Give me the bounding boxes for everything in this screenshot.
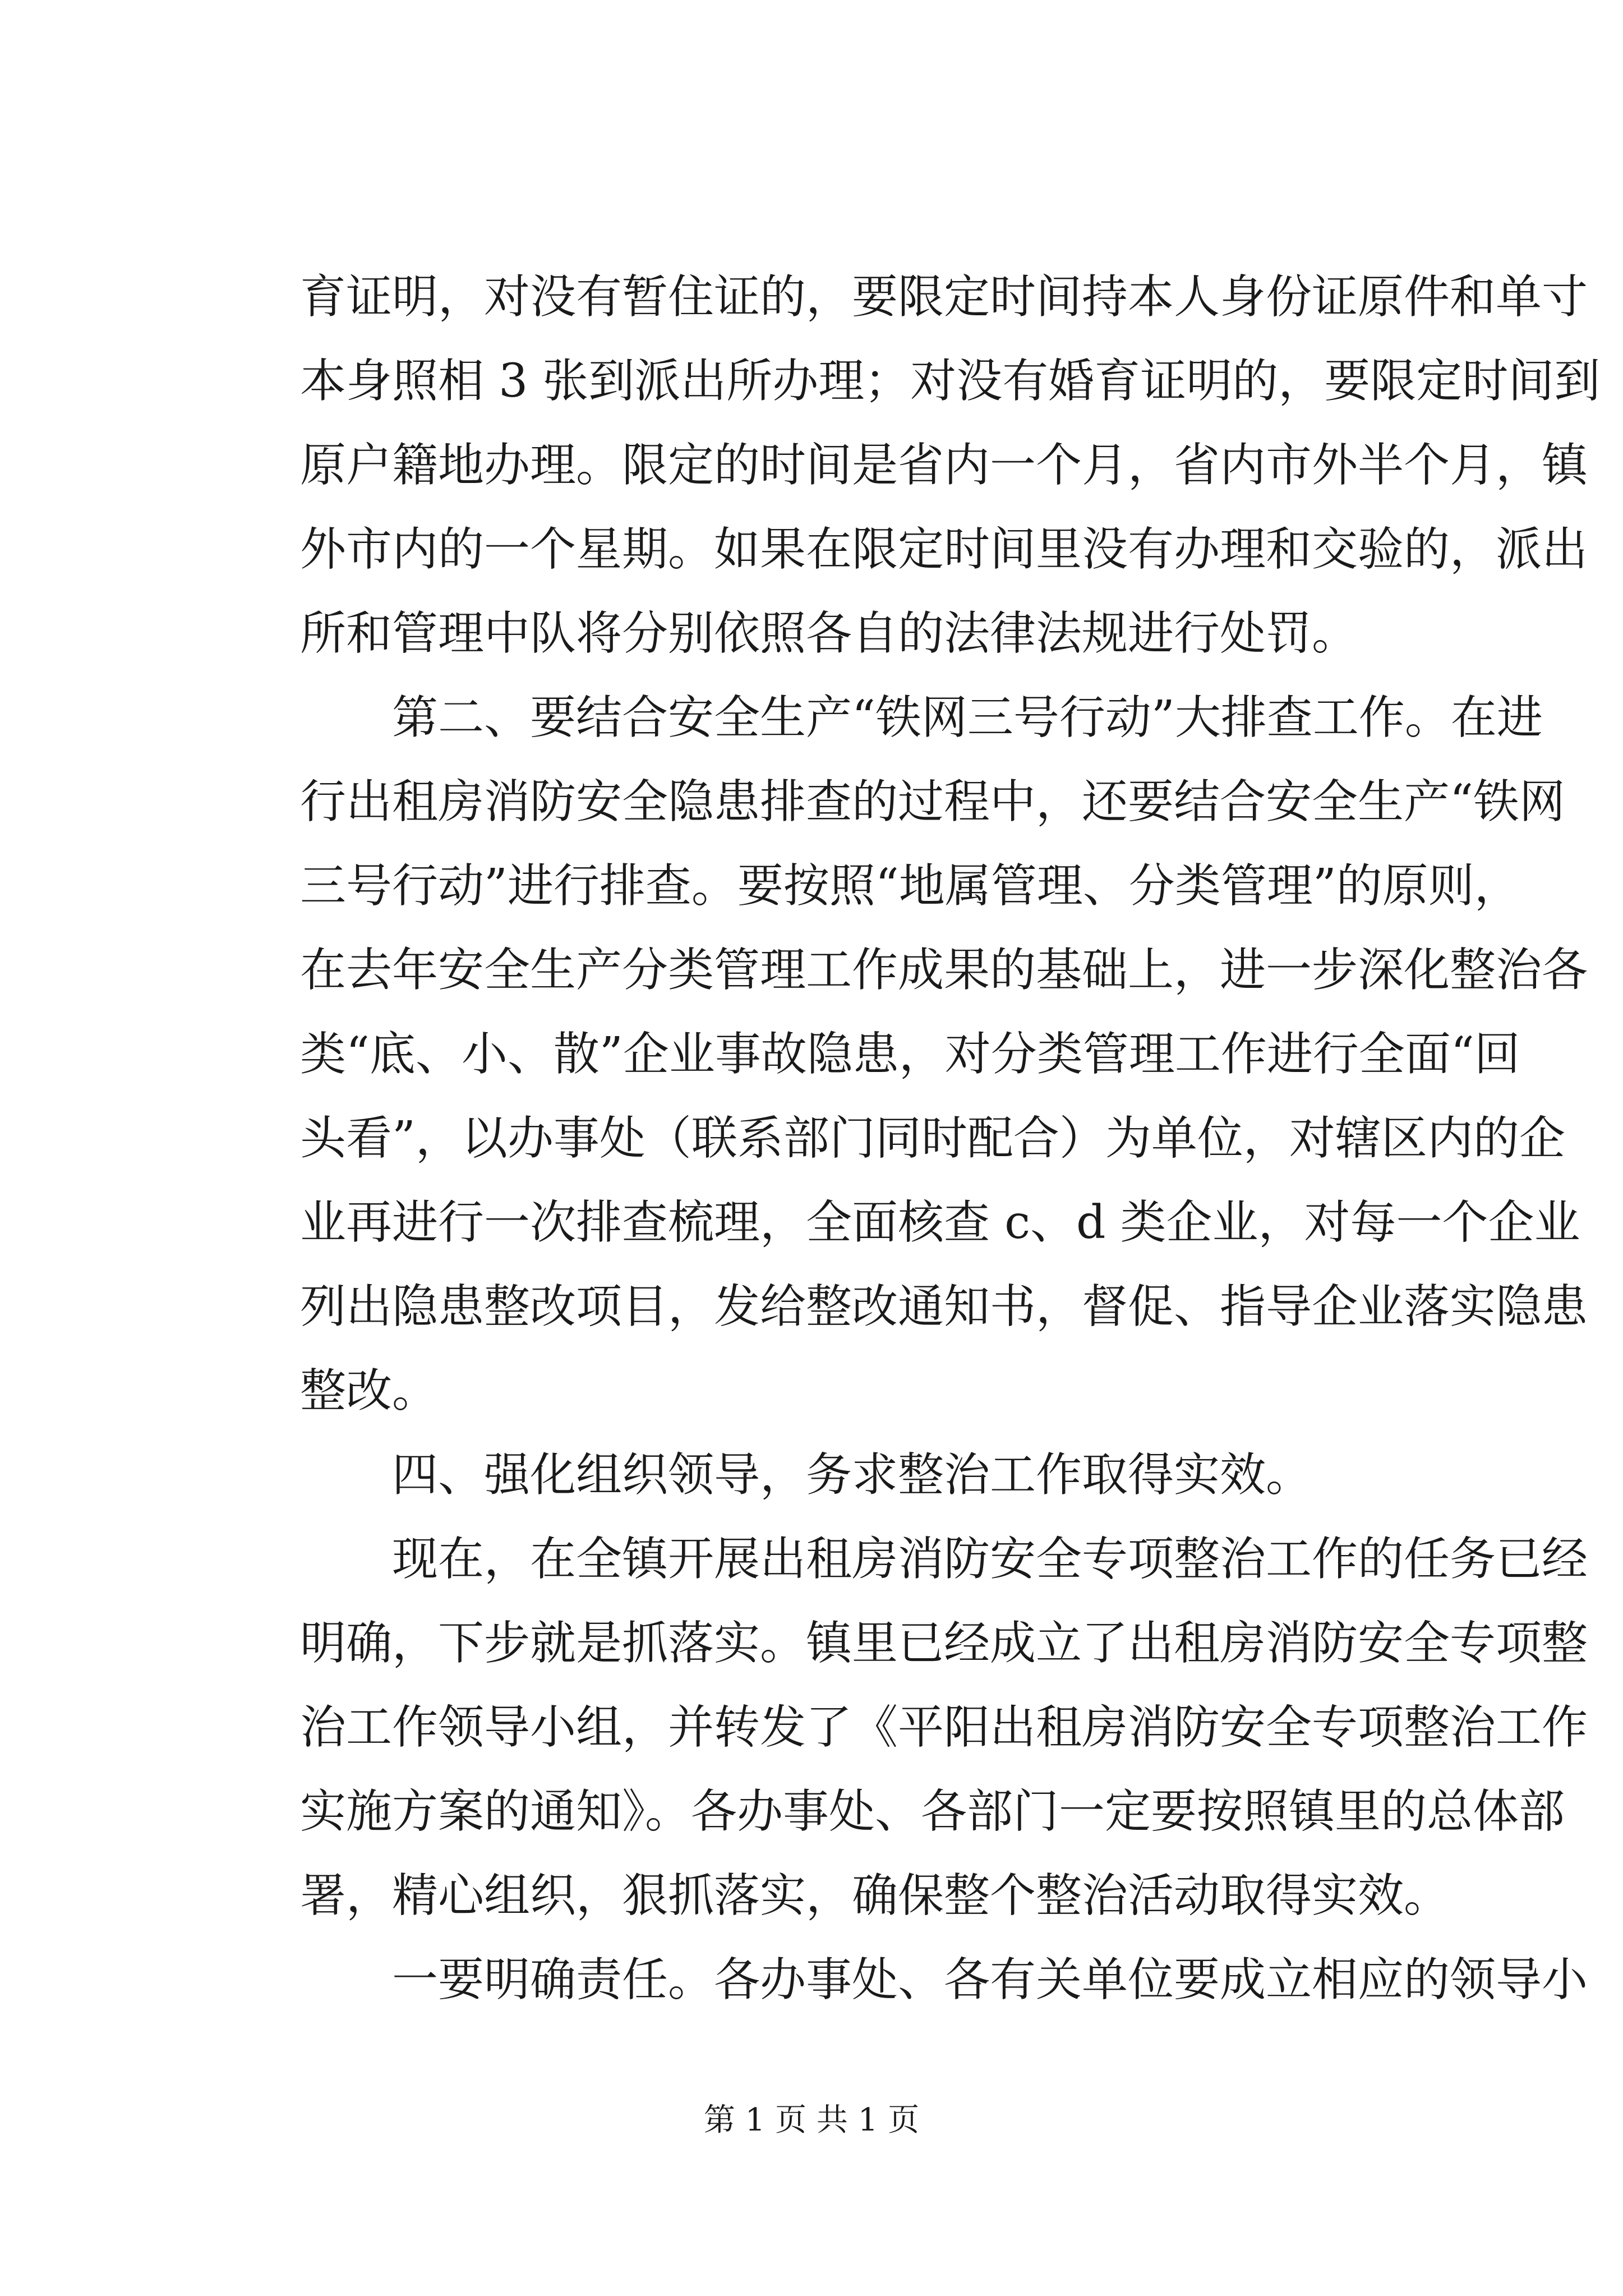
text-line: 行出租房消防安全隐患排查的过程中，还要结合安全生产“铁网 xyxy=(300,775,1565,829)
text-line: 治工作领导小组，并转发了《平阳出租房消防安全专项整治工作 xyxy=(300,1701,1588,1754)
text-line: 现在，在全镇开展出租房消防安全专项整治工作的任务已经 xyxy=(392,1533,1588,1586)
text-line: 第二、要结合安全生产“铁网三号行动”大排查工作。在进 xyxy=(392,691,1543,744)
text-line: 实施方案的通知》。各办事处、各部门一定要按照镇里的总体部 xyxy=(300,1785,1565,1838)
text-line: 列出隐患整改项目，发给整改通知书，督促、指导企业落实隐患 xyxy=(300,1280,1588,1333)
text-line: 所和管理中队将分别依照各自的法律法规进行处罚。 xyxy=(300,607,1358,660)
document-body xyxy=(300,255,1601,2022)
text-line: 署，精心组织，狠抓落实，确保整个整治活动取得实效。 xyxy=(300,1869,1450,1922)
text-line: 一要明确责任。各办事处、各有关单位要成立相应的领导小 xyxy=(392,1953,1588,2007)
text-line: 三号行动”进行排查。要按照“地属管理、分类管理”的原则， xyxy=(300,859,1520,913)
text-line: 明确，下步就是抓落实。镇里已经成立了出租房消防安全专项整 xyxy=(300,1617,1588,1670)
text-line: 育证明，对没有暂住证的，要限定时间持本人身份证原件和单寸 xyxy=(300,270,1588,324)
page-footer: 第 1 页 共 1 页 xyxy=(703,2102,920,2138)
text-line: 本身照相 3 张到派出所办理；对没有婚育证明的，要限定时间到 xyxy=(300,355,1601,408)
text-line: 四、强化组织领导，务求整治工作取得实效。 xyxy=(392,1448,1312,1502)
text-line: 类“底、小、散”企业事故隐患，对分类管理工作进行全面“回 xyxy=(300,1028,1520,1081)
text-line: 在去年安全生产分类管理工作成果的基础上，进一步深化整治各 xyxy=(300,944,1588,997)
text-line: 头看”，以办事处（联系部门同时配合）为单位，对辖区内的企 xyxy=(300,1112,1565,1165)
text-line: 业再进行一次排查梳理，全面核查 c、d 类企业，对每一个企业 xyxy=(300,1196,1580,1249)
text-line: 外市内的一个星期。如果在限定时间里没有办理和交验的，派出 xyxy=(300,523,1588,576)
text-line: 原户籍地办理。限定的时间是省内一个月，省内市外半个月，镇 xyxy=(300,439,1588,492)
text-line: 整改。 xyxy=(300,1364,439,1418)
